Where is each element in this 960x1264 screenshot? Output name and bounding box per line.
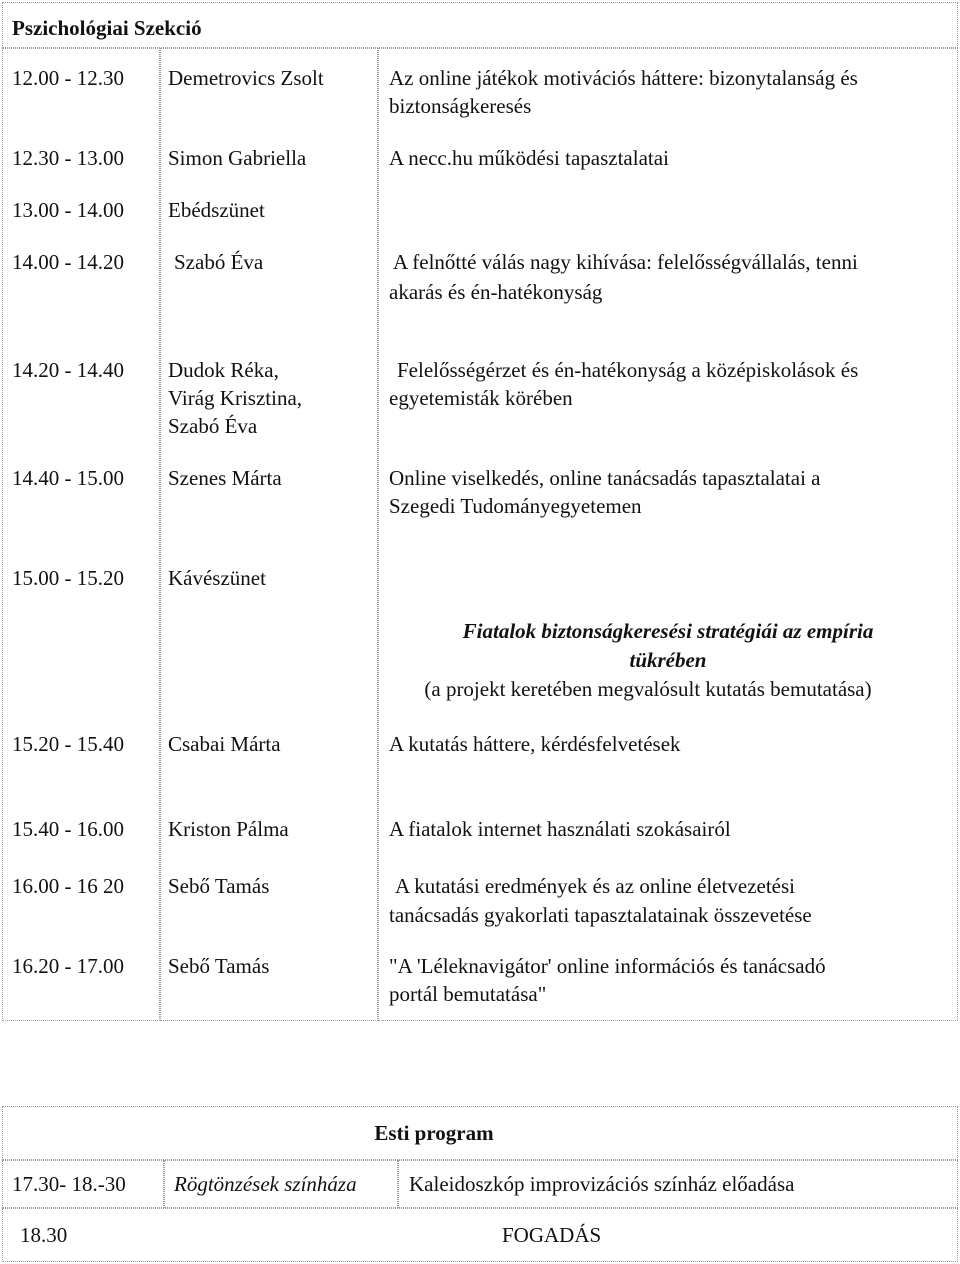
row-speaker: Szabó Éva — [174, 250, 264, 274]
row-time: 14.20 - 14.40 — [12, 358, 124, 382]
row-speaker: Ebédszünet — [168, 198, 265, 222]
row-topic: Online viselkedés, online tanácsadás tapasztalatai a — [389, 466, 821, 490]
row-topic: "A 'Léleknavigátor' online információs és tanácsadó — [389, 954, 826, 978]
row-topic: A kutatási eredmények és az online életvezetési — [395, 874, 795, 898]
row-time: 14.00 - 14.20 — [12, 250, 124, 274]
row-topic: A fiatalok internet használati szokásairól — [389, 817, 731, 841]
row-speaker: Demetrovics Zsolt — [168, 66, 324, 90]
row-time: 16.20 - 17.00 — [12, 954, 124, 978]
row-speaker: Simon Gabriella — [168, 146, 307, 170]
section-title: Pszichológiai Szekció — [12, 16, 202, 40]
row-speaker: Szabó Éva — [168, 414, 258, 438]
row-speaker: Sebő Tamás — [168, 874, 270, 898]
reception-time: 18.30 — [20, 1223, 68, 1247]
topic-heading: Fiatalok biztonságkeresési stratégiái az empíria — [462, 619, 874, 643]
evening-program: Kaleidoszkóp improvizációs színház előadása — [409, 1172, 795, 1196]
topic-heading: tükrében — [629, 648, 707, 672]
row-time: 15.20 - 15.40 — [12, 732, 124, 756]
row-speaker: Kriston Pálma — [168, 817, 289, 841]
row-time: 16.00 - 16 20 — [12, 874, 124, 898]
row-topic: Szegedi Tudományegyetemen — [389, 494, 642, 518]
row-topic: biztonságkeresés — [389, 94, 532, 118]
reception-label: FOGADÁS — [502, 1223, 602, 1247]
row-time: 15.40 - 16.00 — [12, 817, 124, 841]
row-time: 15.00 - 15.20 — [12, 566, 124, 590]
row-time: 14.40 - 15.00 — [12, 466, 124, 490]
topic-subheading: (a projekt keretében megvalósult kutatás bemutatása) — [424, 677, 872, 701]
row-speaker: Csabai Márta — [168, 732, 281, 756]
row-speaker: Kávészünet — [168, 566, 266, 590]
row-time: 13.00 - 14.00 — [12, 198, 124, 222]
row-topic: egyetemisták körében — [389, 386, 573, 410]
evening-title: Esti program — [374, 1121, 494, 1145]
row-speaker: Szenes Márta — [168, 466, 282, 490]
row-topic: portál bemutatása" — [389, 982, 547, 1006]
row-speaker: Virág Krisztina, — [168, 386, 303, 410]
row-topic: A felnőtté válás nagy kihívása: felelősségvállalás, tenni — [393, 250, 858, 274]
row-topic: akarás és én-hatékonyság — [389, 280, 603, 304]
row-time: 12.00 - 12.30 — [12, 66, 124, 90]
row-topic: Felelősségérzet és én-hatékonyság a középiskolások és — [397, 358, 859, 382]
row-topic: tanácsadás gyakorlati tapasztalatainak összevetése — [389, 903, 812, 927]
row-topic: A kutatás háttere, kérdésfelvetések — [389, 732, 681, 756]
row-topic: Az online játékok motivációs háttere: bizonytalanság és — [389, 66, 858, 90]
evening-venue: Rögtönzések színháza — [174, 1172, 357, 1196]
row-time: 12.30 - 13.00 — [12, 146, 124, 170]
row-topic: A necc.hu működési tapasztalatai — [389, 146, 669, 170]
evening-time: 17.30- 18.-30 — [12, 1172, 126, 1196]
row-speaker: Sebő Tamás — [168, 954, 270, 978]
reception-cell — [2, 1208, 958, 1262]
row-speaker: Dudok Réka, — [168, 358, 279, 382]
